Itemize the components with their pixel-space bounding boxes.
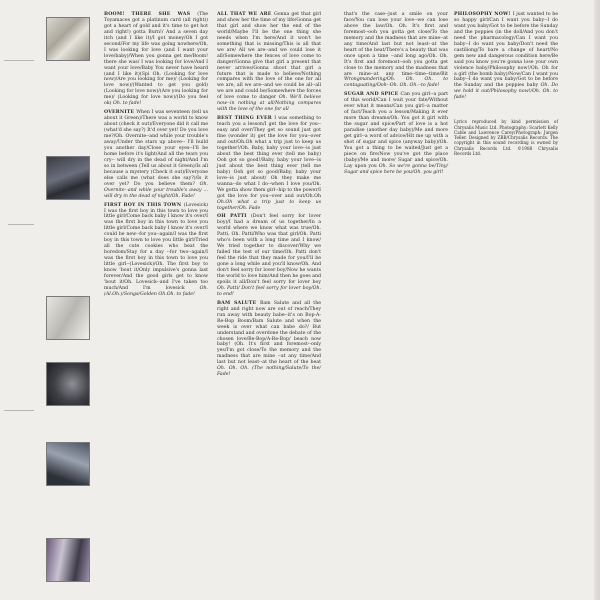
song-lyrics: that's the case--just a smile on your face/You can lose your love--we can lose above the law/Oh. Oh. It's first and foremost--ooh you gotta get close/To the memory and the madness that are mine--at any time/And last but not least--at the heart of the beat/There's a beauty that was once upon a time --and long ago/Oh. Oh. It's first and foremost--ooh you gotta get close to the memory and the madness that are mine--at any time--time--time/Bit — [344, 12, 448, 77]
page-edge — [594, 0, 600, 600]
dark-still-thumbnail — [46, 362, 90, 406]
song-lyrics: Gonna get that girl and show her the time of my life/Gonna get that girl and show her the end of the world/Maybe I'll be the one thing she needs when I'm here/And it won't be something that is missing/This is all that we are/ All we are--and we could lose it all/Somewhere the fences of love come to danger/Gonna give that girl a present that never arrives/Gonna shoot that girl a future that is made to believe/Nothing compares with the love of the one for all we are, all we are--and we could be all--all we are and could be/Somewhere the forces of love come to danger — [217, 12, 321, 101]
song-ending: Oh.Oh what a trip just to keep us together/Oh. Fade — [217, 199, 321, 211]
blue-still-thumbnail — [46, 442, 90, 486]
song-lyrics-block — [344, 12, 448, 89]
credits-text: Lyrics reproduced by kind permission of Chrysalis Music Ltd. Photography: Scarlett Kelly Cable and Lawrence Carey/Photograph: Jurgen Teller. Designed by ZBB/Chrysalis Records. The copyright in this sound recording is owned by Chrysalis Records Ltd. ©1988 Chrysalis Records Ltd. — [454, 119, 558, 157]
song-lyrics-block — [104, 12, 208, 107]
song-lyrics: I was something to teach you a lesson/I get the love for you--easy and over/They get so sound just got fine (wonder it) get the love for you--over and out/Oh.Oh what a trip just to keep us together!/Oh. Baby, baby your love--is just about the best thing ever (tell me baby) Ooh got so good!/Baby, baby your love--is just about the best thing ever (tell me baby) Ooh got so good/Baby, baby your love--is just about/ Oh they make me wanna--do what I do--when I love you/Oh. We gotta show them girl--hip to the power/I got the love for you--over and out/Oh.Oh — [217, 116, 321, 199]
song-title: OVERNITE — [104, 110, 137, 116]
song-ending: Oh. So we're gonna be/Tiny/ Sugar and spice here be you/Oh. you girl! — [344, 163, 448, 175]
song-lyrics: When I was seventeen (tell us about it Green)/There was a world to know about (check it out)/Everyone did it call me (what'd she say?) It'd over yet! Do you love me?/Oh. Overnite--and while your trouble's away/Under the stars up above-- I'll build you another day/Close your eyes--I'll be home before it's light/And all the tears you cry-- will dry in the dead of night/And I'm so in between (Tell us about it Green)/Is all because a mystery (Check it out)/Everyone else calls me (what does she say?)/Is it over yet? Do you believe them? — [104, 110, 208, 187]
song-lyrics: (Don't feel sorry for lover boy)/I had a dream of us together/In a world where we know what was true/Oh. Patti, Oh. Patti/Who was that girl/Oh. Patti who's been with a long time and I know/ We tried together to discover/Why we failed the test of our time/Oh. Patti don't feel the ride that they made for you/I'll be gone a long while and you'll know/Oh. And don't feel sorry for lover boy/Now he wants the world to love him/And then he goes and spoils it all/Don't feel sorry for lover boy — [217, 214, 321, 285]
song-title: BAM SALUTE — [217, 300, 260, 306]
margin-rule — [8, 224, 34, 225]
lyrics-column-3 — [344, 12, 448, 179]
purple-still-thumbnail — [46, 538, 90, 582]
lyrics-column-4 — [454, 12, 558, 159]
song-lyrics: Can you girl--a part of this world/Can I wait your fate/Without ever what it means/Can you girl--a matter of fact/Teach you a lesson/Making it ever more than dreams/Oh. You got it girl with the sugar and spice/Part of love is a hot paradise (another day baby)/Me and more get girl--a word of advice/Hit me up with a shot of sugar and spice (anyway baby)/Oh. You got a thing to be waited/Just get a piece on fire/Now you've got the place (baby)/Me and more/ Sugar and spice/Oh. Lay upon you — [344, 92, 449, 169]
song-ending: Wrongmandering/Oh. Oh. Oh. to contaguating/Ooh--Oh. Oh. Oh.--to fade! — [344, 77, 448, 89]
handwritten-lyric-scrap-thumbnail — [46, 17, 90, 61]
margin-rule — [4, 60, 34, 61]
song-lyrics-block — [104, 110, 208, 199]
song-ending: Oh. Oh. Oh. (The nothing/Salute/To the/ Fade! — [217, 366, 321, 378]
song-lyrics-block — [454, 12, 558, 101]
song-title: ALL THAT WE ARE — [217, 12, 274, 17]
photo-thumbnail-strip — [46, 0, 90, 600]
song-ending: Oh. We'll believe now--in nothing at all/Nothing compares with the love of the one for all — [217, 95, 321, 113]
song-lyrics-block — [217, 12, 321, 113]
song-lyrics-block — [217, 116, 321, 211]
song-lyrics-block — [217, 214, 321, 297]
song-title: SUGAR AND SPICE — [344, 92, 401, 98]
song-lyrics-block — [104, 203, 208, 298]
song-lyrics: (The Toyamaces got a platinum card (all right)) got a heart of gold and it's time to get hot and right!) gotta Burn!/ And a seven day itch (and I like it)/I got money/Oh I got second/For my life was going nowhere/Oh, I was looking for love (and I want your love/baby)/When you gonna get me/Boom! there she was/ I was looking for love/And I want your love/Baby You never have heard (and I like it)(Spi Oh. (Looking for love now)/Are you looking for me)/ (Looking for love now)/(Wanted to get you gold) (Looking for love now)/(Are you looking for me)/ (Looking for love now)/(Do you feel ok) — [104, 12, 208, 107]
song-title: BOOM! THERE SHE WAS — [104, 12, 198, 17]
song-ending: Oh. (Al.Oh.)/Songs/Golden Oh.Oh. to fade! — [104, 285, 208, 297]
margin-rule — [4, 410, 34, 411]
pale-still-thumbnail — [46, 296, 90, 340]
song-lyrics: (Lovesick) I was the first boy in this town to love you little girl/Come back baby I know it's over/I was the first boy in this town to love you little girl/Come back baby I know it's over/I could be new--for you--again/I was the first boy in this town to love you little girl/Tried all the cute cookies who beat the boredom/Stay for a day --for two--again/I was the first boy in this town to love you little girl--(Lovesick)/Oh. The first boy to know 'bout it/Only impulsive's gonna last forever/And the good girls get to know 'bout it/Oh. Lovesick--and I've taken too much/And I'm lovesick — [104, 202, 208, 291]
left-margin-strip — [0, 0, 44, 600]
song-lyrics-block — [344, 92, 448, 175]
song-title: BEST THING EVER — [217, 116, 275, 122]
song-title: OH PATTI — [217, 214, 251, 220]
song-ending: Oh. to fade! — [113, 101, 142, 107]
lyrics-column-1 — [104, 12, 208, 301]
song-title: FIRST BOY IN THIS TOWN — [104, 202, 184, 208]
song-lyrics: Bam Salute and all the right and right now are out of reach/They run away with beauty babe--it's on Bop-A-Re-Bop Boom/Bam Salute and when the week is over what can babe do?/ But understand and overdone the debate of the chosen love/Be-Bop/A-Re-Bop/ beach now baby! (Oh. It's first and foremost--only yes/I'm got close/To the memory and the madness that are mine --at any time/And last but not least--at the heart of the beat — [217, 300, 321, 366]
song-ending: Oh. Patti/ Don't feel sorry for lover boy/Oh. to end! — [217, 285, 321, 297]
song-lyrics-block — [217, 301, 321, 378]
song-ending: Oh. Overnite--and while your trouble's away ... will dry in the dead of night/Oh. Fade! — [104, 181, 208, 199]
song-lyrics: I just wanted to be so happy girl/Can I want you baby--I do want you baby/Got to be before the Sunday and the poppies (in the doll/And you don't need the pharmacology/Can I want you baby--I do want you baby/Don't need the castiliong/To bare a change of heart/No gem new and dangerous condition here/Be said you know you're gonna lose your own violence baby/Philosophy now!/Oh. Oh for a girl (the bomb baby)/Now/Can I want you baby--I do want you baby/Got to be before the Sunday and the poppies baby — [454, 12, 558, 89]
studio-still-thumbnail — [46, 156, 90, 200]
song-title: PHILOSOPHY NOW! — [454, 12, 513, 17]
credits-block — [454, 119, 558, 156]
lyrics-column-2 — [217, 12, 321, 381]
song-ending: Oh. Do we hold it out/Philosophy now!/Oh. Oh. to fade! — [454, 83, 558, 101]
